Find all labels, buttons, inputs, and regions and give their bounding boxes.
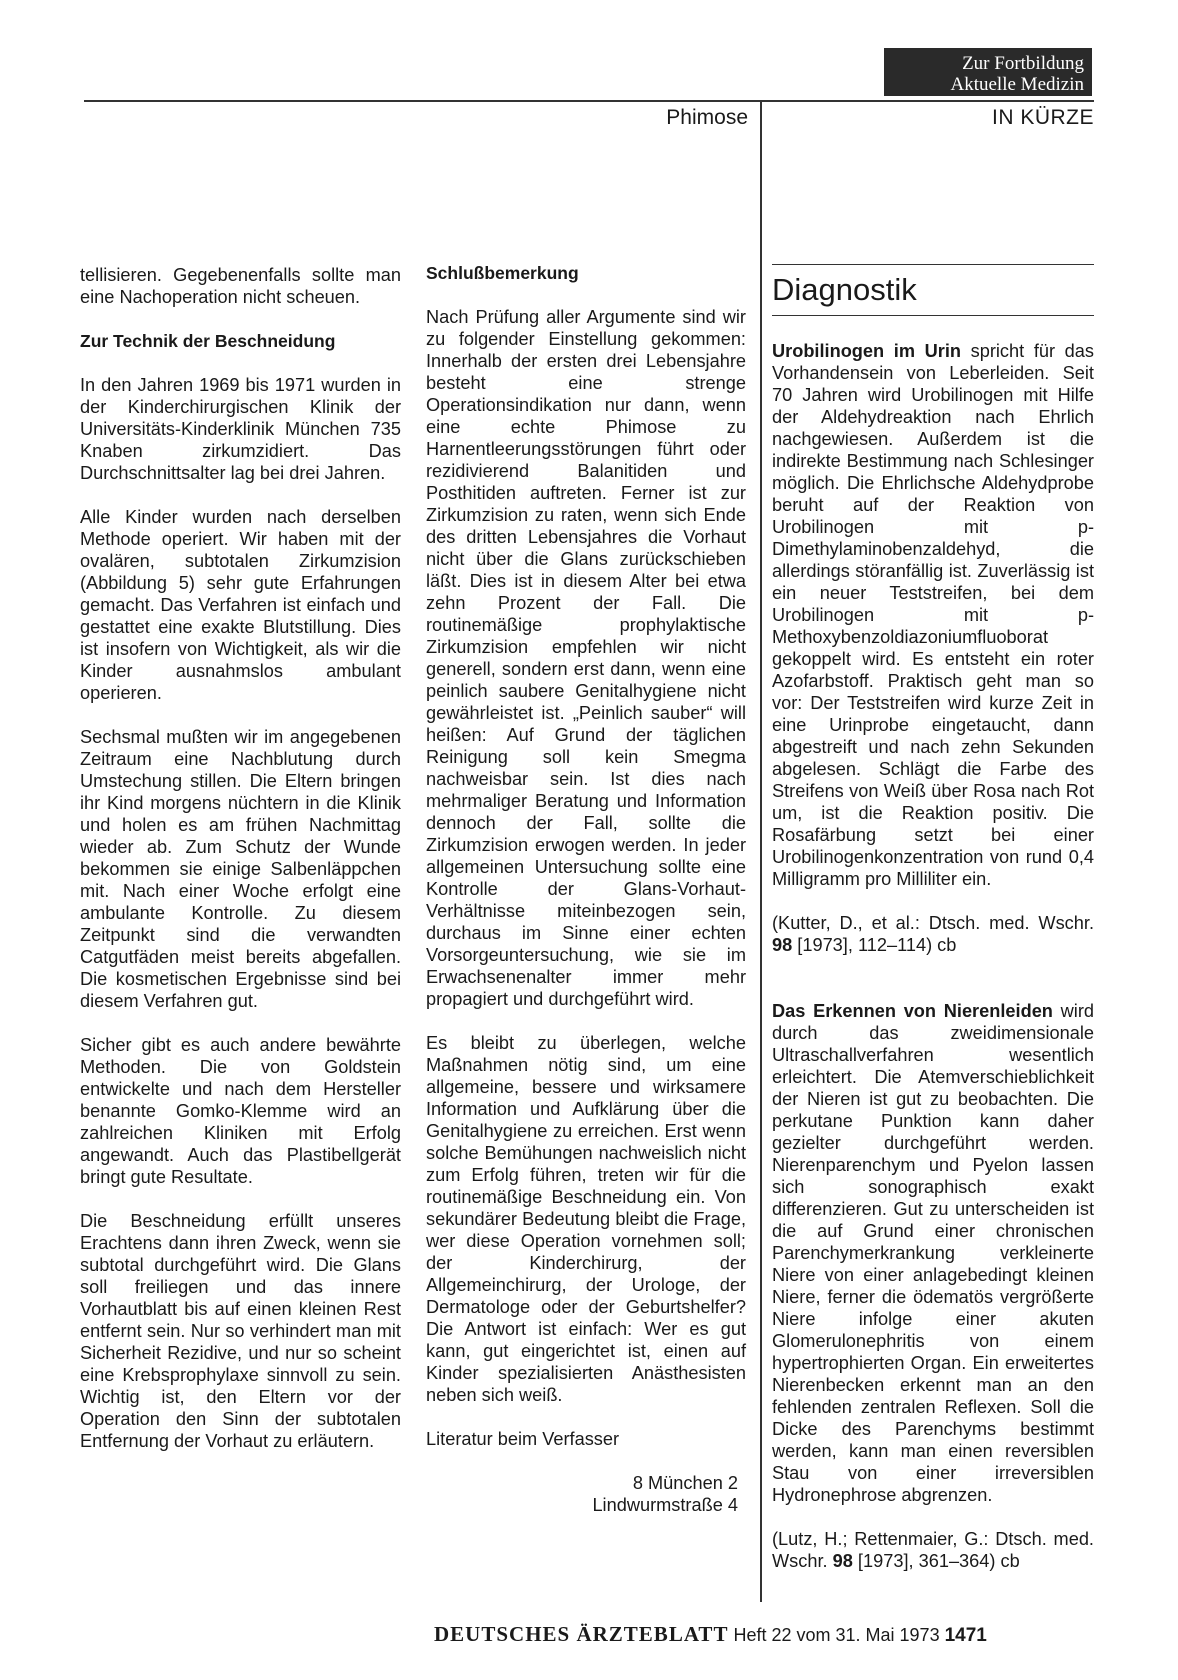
title-rule-bottom bbox=[772, 315, 1094, 316]
reference-text: (Lutz, H.; Rettenmaier, G.: Dtsch. med. Wschr. bbox=[772, 1529, 1094, 1571]
running-head-rubric: IN KÜRZE bbox=[991, 106, 1094, 129]
author-address bbox=[426, 1472, 746, 1516]
news-lead: Urobilinogen im Urin bbox=[772, 341, 961, 361]
reference bbox=[772, 1528, 1094, 1572]
paragraph: In den Jahren 1969 bis 1971 wurden in der Kinderchirurgischen Klinik der Universitäts-Kinderklinik München 735 Knaben zirkumzidiert. Das Durchschnittsalter lag bei drei Jahren. bbox=[80, 375, 401, 483]
paragraph: Alle Kinder wurden nach derselben Methode operiert. Wir haben mit der ovalären, subtotalen Zirkumzision (Abbildung 5) sehr gute Erfahrungen gemacht. Das Verfahren ist einfach und gestattet eine exakte Blutstillung. Dies ist insofern von Wichtigkeit, als wir die Kinder ausnahmslos ambulant operieren. bbox=[80, 507, 401, 703]
section-badge bbox=[884, 48, 1092, 96]
page-footer bbox=[434, 1622, 987, 1647]
page-number: 1471 bbox=[944, 1625, 987, 1646]
reference bbox=[772, 912, 1094, 956]
reference-text: (Kutter, D., et al.: Dtsch. med. Wschr. bbox=[772, 913, 1094, 933]
address-city: 8 München 2 bbox=[632, 1473, 738, 1493]
issue-info: Heft 22 vom 31. Mai 1973 bbox=[733, 1625, 940, 1645]
literature-note: Literatur beim Verfasser bbox=[426, 1429, 620, 1449]
article-column-1 bbox=[80, 264, 401, 1474]
reference-pages: [1973], 112–114) cb bbox=[792, 935, 957, 955]
badge-line-1: Zur Fortbildung bbox=[962, 53, 1084, 74]
address-street: Lindwurmstraße 4 bbox=[592, 1495, 738, 1515]
paragraph: Die Beschneidung erfüllt unseres Erachtens dann ihren Zweck, wenn sie subtotal durchgeführt wird. Die Glans soll freiliegen und das innere Vorhautblatt bis auf einen kleinen Rest entfernt sein. Nur so verhindert man mit Sicherheit Rezidive, und nur so scheint eine Krebsprophylaxe sinnvoll zu sein. Wichtig ist, den Eltern vor der Operation den Sinn der subtotalen Entfernung der Vorhaut zu erläutern. bbox=[80, 1211, 401, 1451]
paragraph: tellisieren. Gegebenenfalls sollte man eine Nachoperation nicht scheuen. bbox=[80, 265, 401, 307]
news-lead: Das Erkennen von Nierenleiden bbox=[772, 1001, 1053, 1021]
news-column bbox=[772, 264, 1094, 1594]
article-column-2 bbox=[426, 262, 746, 1516]
news-item bbox=[772, 340, 1094, 890]
subheading: Schlußbemerkung bbox=[426, 263, 579, 283]
title-rule-top bbox=[772, 264, 1094, 265]
badge-line-2: Aktuelle Medizin bbox=[950, 74, 1084, 95]
reference-volume: 98 bbox=[832, 1551, 853, 1571]
news-body: spricht für das Vorhandensein von Leberleiden. Seit 70 Jahren wird Urobilinogen mit Hilfe der Aldehydreaktion nach Ehrlich nachgewiesen. Außerdem ist die indirekte Bestimmung nach Schlesinger möglich. Die Ehrlichsche Aldehydprobe beruht auf der Reaktion von Urobilinogen mit p-Dimethylaminobenzaldehyd, die allerdings störanfällig ist. Zuverlässig ist ein neuer Teststreifen, bei dem Urobilinogen mit p-Methoxybenzoldiazoniumfluoborat gekoppelt wird. Es entsteht ein roter Azofarbstoff. Praktisch geht man so vor: Der Teststreifen wird kurze Zeit in eine Urinprobe eingetaucht, dann abgestreift und nach zehn Sekunden abgelesen. Schlägt die Farbe des Streifens von Weiß über Rosa nach Rot um, ist die Reaktion positiv. Die Rosafärbung setzt bei einer Urobilinogenkonzentration von rund 0,4 Milligramm pro Milliliter ein. bbox=[772, 341, 1094, 889]
column-title: Diagnostik bbox=[772, 272, 917, 307]
paragraph: Nach Prüfung aller Argumente sind wir zu folgender Einstellung gekommen: Innerhalb der ersten drei Lebensjahre besteht eine strenge Operationsindikation nur dann, wenn eine echte Phimose zu Harnentleerungsstörungen führt oder rezidivierend Balanitiden und Posthitiden auftreten. Ferner ist zur Zirkumzision zu raten, wenn sich Ende des dritten Lebensjahres die Vorhaut nicht über die Glans zurückschieben läßt. Dies ist in diesem Alter bei etwa zehn Prozent der Fall. Die routinemäßige prophylaktische Zirkumzision empfehlen wir nicht generell, sondern erst dann, wenn eine peinlich saubere Genitalhygiene nicht gewährleistet ist. „Peinlich sauber“ will heißen: Auf Grund der täglichen Reinigung soll kein Smegma nachweisbar sein. Ist dies nach mehrmaliger Beratung und Information dennoch der Fall, sollte die Zirkumzision erwogen werden. In jeder allgemeinen Untersuchung sollte eine Kontrolle der Glans-Vorhaut-Verhältnisse miteinbezogen sein, durchaus im Sinne einer echten Vorsorgeuntersuchung, wie sie im Erwachsenenalter immer mehr propagiert und durchgeführt wird. bbox=[426, 307, 746, 1009]
subheading: Zur Technik der Beschneidung bbox=[80, 331, 336, 351]
paragraph: Sechsmal mußten wir im angegebenen Zeitraum eine Nachblutung durch Umstechung stillen. Die Eltern bringen ihr Kind morgens nüchtern in die Klinik und holen es am frühen Nachmittag wieder ab. Zum Schutz der Wunde bekommen sie einige Salbenläppchen mit. Nach einer Woche erfolgt eine ambulante Kontrolle. Zu diesem Zeitpunkt sind die verwandten Catgutfäden meist bereits abgefallen. Die kosmetischen Ergebnisse sind bei diesem Verfahren gut. bbox=[80, 727, 401, 1011]
column-divider bbox=[760, 102, 762, 1602]
running-head-section: Phimose bbox=[666, 106, 748, 129]
paragraph: Sicher gibt es auch andere bewährte Methoden. Die von Goldstein entwickelte und nach dem Hersteller benannte Gomko-Klemme wird an zahlreichen Kliniken mit Erfolg angewandt. Auch das Plastibellgerät bringt gute Resultate. bbox=[80, 1035, 401, 1187]
paragraph: Es bleibt zu überlegen, welche Maßnahmen nötig sind, um eine allgemeine, bessere und wirksamere Information und Aufklärung über die Genitalhygiene zu erreichen. Erst wenn solche Bemühungen nachweislich nicht zum Erfolg führen, treten wir für die routinemäßige Beschneidung ein. Von sekundärer Bedeutung bleibt die Frage, wer diese Operation vornehmen soll; der Kinderchirurg, der Allgemeinchirurg, der Urologe, der Dermatologe oder der Geburtshelfer? Die Antwort ist einfach: Wer es gut kann, gut eingerichtet ist, einen auf Kinder spezialisierten Anästhesisten neben sich weiß. bbox=[426, 1033, 746, 1405]
reference-pages: [1973], 361–364) cb bbox=[852, 1551, 1020, 1571]
journal-name: DEUTSCHES ÄRZTEBLATT bbox=[434, 1622, 729, 1646]
news-item bbox=[772, 1000, 1094, 1506]
header-rule bbox=[84, 100, 1094, 102]
reference-volume: 98 bbox=[772, 935, 793, 955]
news-body: wird durch das zweidimensionale Ultraschallverfahren wesentlich erleichtert. Die Atemverschieblichkeit der Nieren ist gut zu beobachten. Die perkutane Punktion kann daher gezielter durchgeführt werden. Nierenparenchym und Pyelon lassen sich sonographisch exakt differenzieren. Gut zu unterscheiden ist die auf Grund einer chronischen Parenchymerkrankung verkleinerte Niere von einer anlagebedingt kleinen Niere, ferner die ödematös vergrößerte Niere infolge einer akuten Glomerulonephritis von einem hypertrophierten Organ. Ein erweitertes Nierenbecken erkennt man an den fehlenden zentralen Reflexen. Soll die Dicke des Parenchyms bestimmt werden, kann man einen reversiblen Stau von einer irreversiblen Hydronephrose abgrenzen. bbox=[772, 1001, 1094, 1505]
